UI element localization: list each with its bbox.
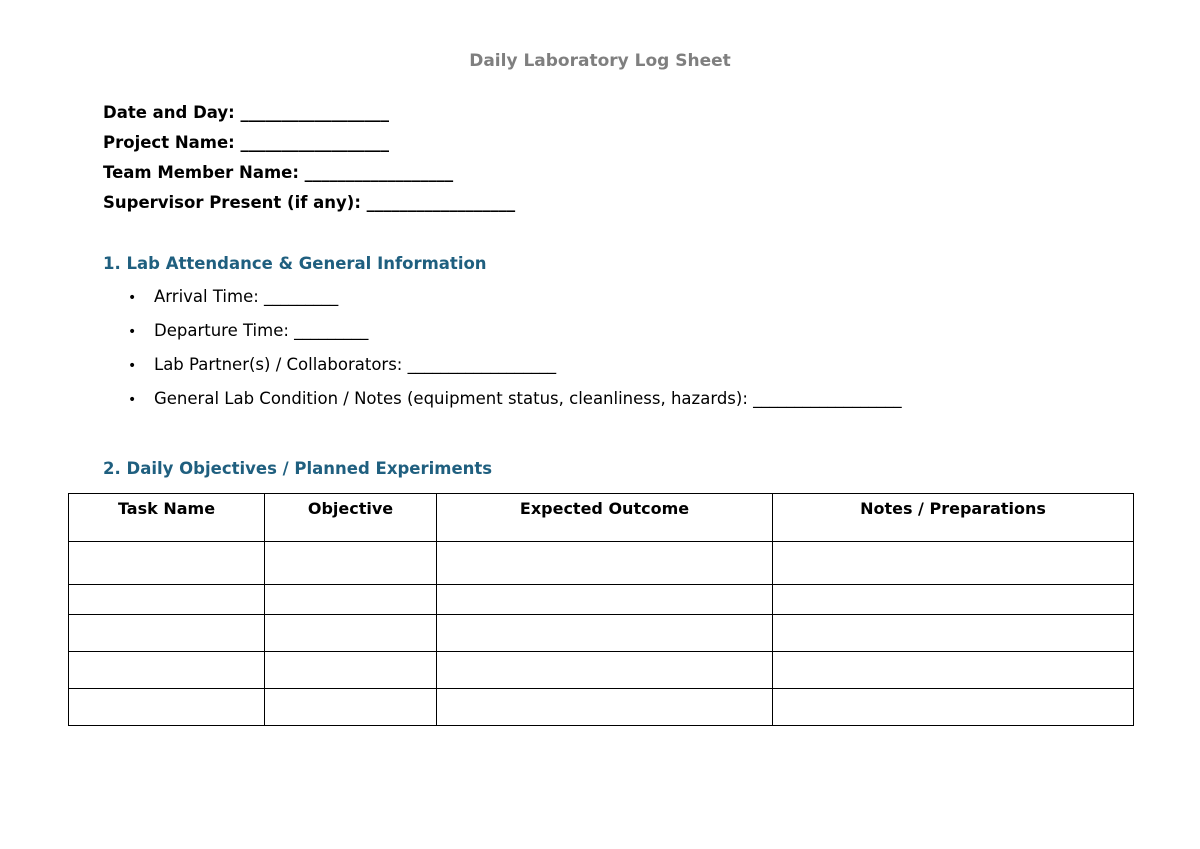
header-info-block [103, 101, 515, 221]
table-cell[interactable] [69, 585, 265, 615]
supervisor-present-line: Supervisor Present (if any): __________________ [103, 193, 516, 212]
table-cell[interactable] [265, 542, 437, 585]
table-cell[interactable] [69, 652, 265, 689]
table-cell[interactable] [437, 585, 773, 615]
section-1-heading: 1. Lab Attendance & General Information [103, 254, 487, 273]
page-title: Daily Laboratory Log Sheet [469, 51, 731, 71]
table-cell[interactable] [773, 652, 1134, 689]
table-cell[interactable] [69, 542, 265, 585]
list-item [128, 285, 902, 319]
table-row [69, 689, 1134, 726]
objectives-table [68, 493, 1134, 726]
bullet-icon: • [128, 358, 137, 374]
table-cell[interactable] [773, 585, 1134, 615]
attendance-bullet-list [128, 285, 902, 421]
table-cell[interactable] [265, 652, 437, 689]
table-cell[interactable] [69, 615, 265, 652]
lab-condition-notes-text: General Lab Condition / Notes (equipment status, cleanliness, hazards): __________________ [154, 389, 902, 408]
lab-partners-text: Lab Partner(s) / Collaborators: __________________ [154, 355, 557, 374]
table-cell[interactable] [773, 689, 1134, 726]
column-header-notes-preparations: Notes / Preparations [773, 494, 1134, 542]
table-row [69, 585, 1134, 615]
table-row [69, 542, 1134, 585]
project-name-line: Project Name: __________________ [103, 133, 389, 152]
date-and-day-line: Date and Day: __________________ [103, 103, 390, 122]
table-cell[interactable] [265, 585, 437, 615]
list-item [128, 387, 902, 421]
list-item [128, 353, 902, 387]
list-item [128, 319, 902, 353]
table-cell[interactable] [437, 652, 773, 689]
column-header-task-name: Task Name [69, 494, 265, 542]
column-header-expected-outcome: Expected Outcome [437, 494, 773, 542]
team-member-name-line: Team Member Name: __________________ [103, 163, 454, 182]
table-cell[interactable] [265, 689, 437, 726]
table-cell[interactable] [437, 615, 773, 652]
section-2-heading: 2. Daily Objectives / Planned Experiments [103, 459, 493, 478]
table-cell[interactable] [265, 615, 437, 652]
table-cell[interactable] [69, 689, 265, 726]
arrival-time-text: Arrival Time: _________ [154, 287, 339, 306]
table-cell[interactable] [773, 542, 1134, 585]
table-row [69, 652, 1134, 689]
bullet-icon: • [128, 392, 137, 408]
table-cell[interactable] [437, 542, 773, 585]
bullet-icon: • [128, 324, 137, 340]
table-header-row [69, 494, 1134, 542]
column-header-objective: Objective [265, 494, 437, 542]
table-cell[interactable] [437, 689, 773, 726]
table-cell[interactable] [773, 615, 1134, 652]
departure-time-text: Departure Time: _________ [154, 321, 369, 340]
table-row [69, 615, 1134, 652]
bullet-icon: • [128, 290, 137, 306]
